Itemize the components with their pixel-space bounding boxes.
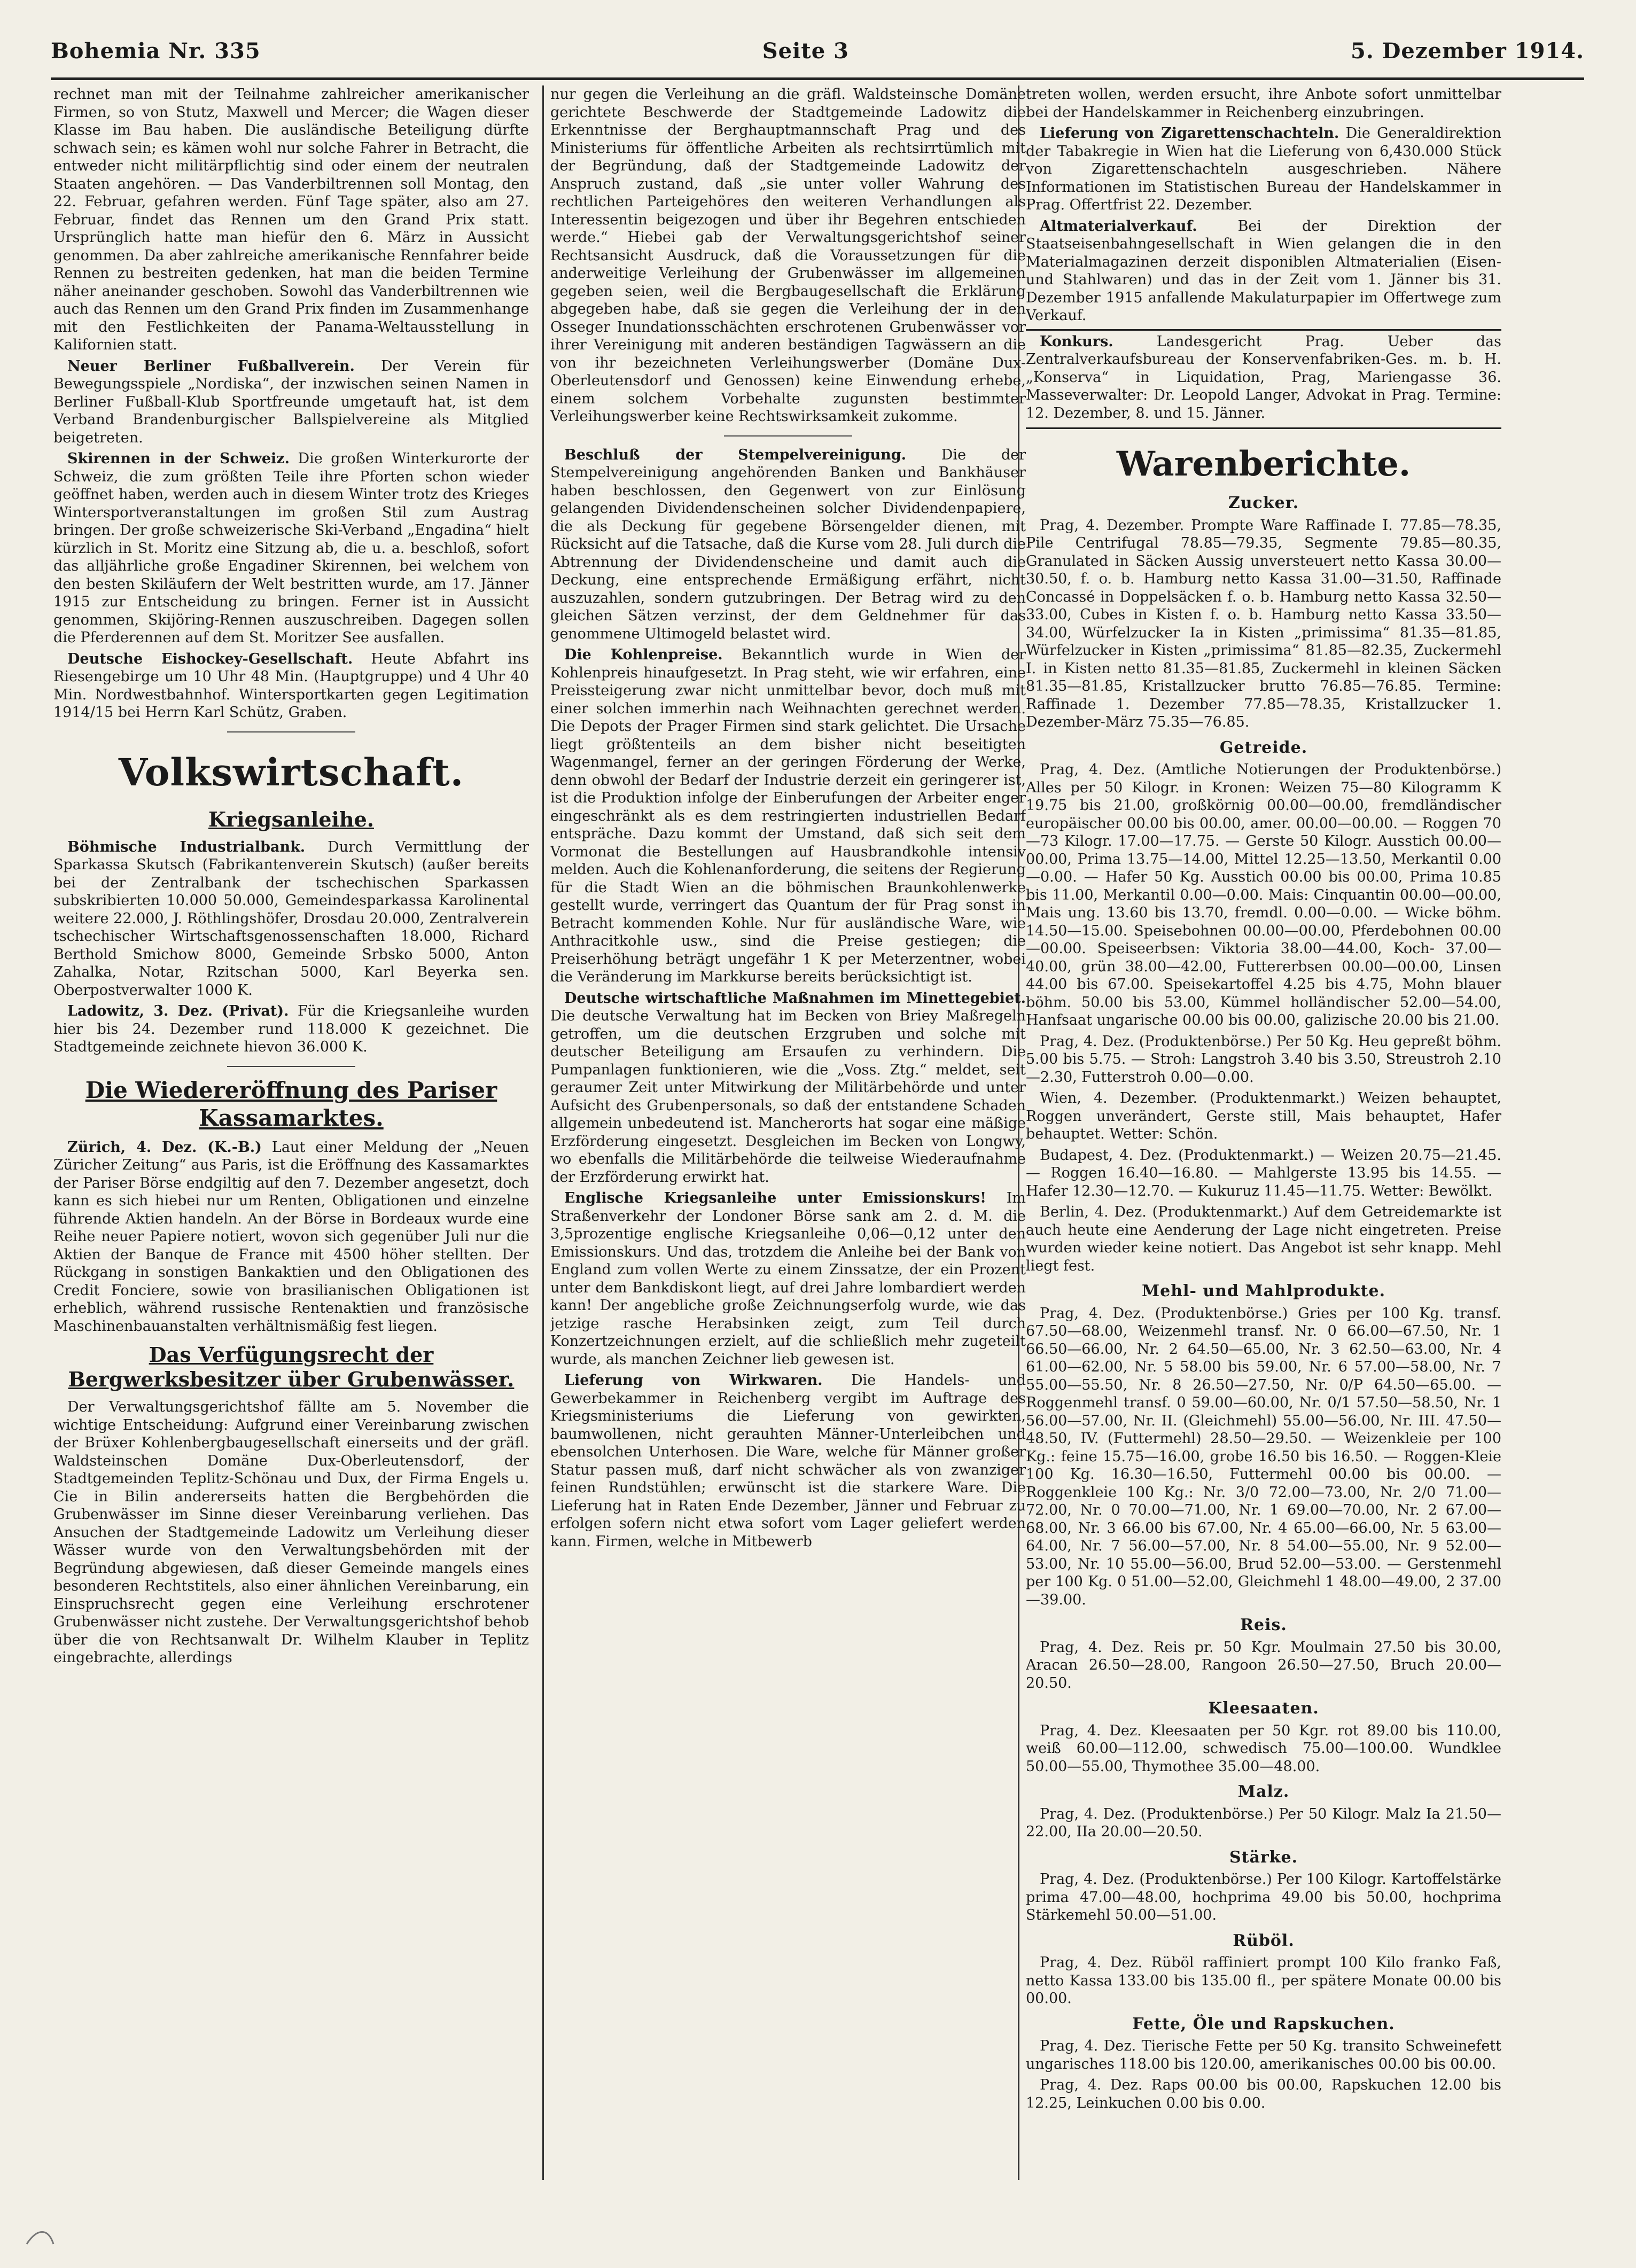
section-title-warenberichte: Warenberichte. xyxy=(1116,444,1411,484)
article-lead: Konkurs. xyxy=(1040,333,1113,350)
market-report: Berlin, 4. Dez. (Produktenmarkt.) Auf dem Getreidemarkte ist auch heute eine Aenderung der Lage nicht eingetreten. Preise wurden wieder keine notiert. Das Angebot ist sehr knapp. Mehl liegt fest. xyxy=(1026,1204,1501,1274)
market-report: Prag, 4. Dez. (Produktenbörse.) Per 100 Kilogr. Kartoffelstärke prima 47.00—48.00, hochprima 49.00 bis 50.00, hochprima Stärkemehl 50.00—51.00. xyxy=(1026,1871,1501,1923)
article-text: Im Straßenverkehr der Londoner Börse sank am 2. d. M. die 3,5prozentige englische Kriegsanleihe 0,06—0,12 unter den Emissionskurs. Und das, trotzdem die Anleihe bei der Bank von England zum vollen Werte zu einem Zinssatze, der ein Prozent unter dem Bankdiskont liegt, auf drei Jahre lombardiert werden kann! Der angebliche große Zeichnungserfolg wurde, wie das jetzige rasche Herabsinken zeigt, zum Teil durch Konzertzeichnungen erzielt, auf die schließlich mehr zugeteilt wurde, als manchen Zeichner lieb gewesen ist. xyxy=(550,1190,1026,1368)
article-text: Landesgericht Prag. Ueber das Zentralverkaufsbureau der Konservenfabriken-Ges. m. b. H. „Konserva“ in Liquidation, Prag, Mariengasse 36. Masseverwalter: Dr. Leopold Langer, Advokat in Prag. Termine: 12. Dezember, 8. und 15. Jänner. xyxy=(1026,333,1501,422)
market-report: Prag, 4. Dez. Kleesaaten per 50 Kgr. rot 89.00 bis 110.00, weiß 60.00—112.00, schwedisch 75.00—100.00. Wundklee 50.00—55.00, Thymothee 35.00—48.00. xyxy=(1026,1722,1501,1775)
article-text: Die deutsche Verwaltung hat im Becken von Briey Maßregeln getroffen, um die deutschen Erzgruben und solche mit deutscher Beteiligung am Ersaufen zu verhindern. Die Pumpanlagen funktionieren, wie die „Voss. Ztg.“ meldet, seit geraumer Zeit unter Mitwirkung der Militärbehörde und unter Aufsicht des Grubenpersonals, so daß der entstandene Schaden allgemein unbedeutend ist. Mancherorts hat sogar eine mäßige Erzförderung eingesetzt. Desgleichen im Becken von Longwy, wo ebenfalls die Militärbehörde die teilweise Wiederaufnahme der Erzförderung erwirkt hat. xyxy=(550,1008,1026,1186)
article-text: Bei der Direktion der Staatseisenbahngesellschaft in Wien gelangen die in den Materialmagazinen derzeit disponiblen Altmaterialien (Eisen- und Stahlwaren) und das in der Zeit vom 1. Jänner bis 31. Dezember 1915 anfallende Makulaturpapier im Offertwege zum Verkauf. xyxy=(1026,217,1501,324)
article-lead: Englische Kriegsanleihe unter Emissionskurs! xyxy=(564,1190,987,1206)
article-paragraph xyxy=(53,357,529,447)
separator xyxy=(724,435,852,437)
header-date: 5. Dezember 1914. xyxy=(1351,38,1584,64)
article-lead: Böhmische Industrialbank. xyxy=(67,838,306,855)
article-lead: Skirennen in der Schweiz. xyxy=(67,450,290,467)
article-lead: Ladowitz, 3. Dez. (Privat). xyxy=(67,1003,289,1019)
article-paragraph xyxy=(53,1002,529,1056)
article-text: treten wollen, werden ersucht, ihre Anbote sofort unmittelbar bei der Handelskammer in Reichenberg einzubringen. xyxy=(1026,86,1501,121)
article-paragraph xyxy=(1026,333,1501,423)
subhead-fette: Fette, Öle und Rapskuchen. xyxy=(1132,2014,1395,2033)
article-lead: Deutsche Eishockey-Gesellschaft. xyxy=(67,650,353,667)
article-paragraph xyxy=(550,1189,1026,1368)
market-report: Wien, 4. Dezember. (Produktenmarkt.) Weizen behauptet, Roggen unverändert, Gerste still, Mais behauptet, Hafer behauptet. Wetter: Schön. xyxy=(1026,1090,1501,1142)
article-text: Die der Stempelvereinigung angehörenden Banken und Bankhäuser haben beschlossen, den Gegenwert von zur Einlösung gelangenden Dividendenscheinen solcher Dividendenpapiere, die als Deckung für gegebene Börsengelder dienen, mit Rücksicht auf die Tatsache, daß die Kurse vom 28. Juli durch die Abtrennung der Dividendenscheine und damit auch die Deckung, eine entsprechende Ermäßigung erfährt, nicht auszuzahlen, sondern gutzubringen. Der Betrag wird zu den gleichen Sätzen verzinst, der dem Geldnehmer für das genommene Ultimogeld belastet wird. xyxy=(550,446,1026,642)
market-report: Prag, 4. Dez. Raps 00.00 bis 00.00, Rapskuchen 12.00 bis 12.25, Leinkuchen 0.00 bis 0.00. xyxy=(1026,2077,1501,2111)
subhead-zucker: Zucker. xyxy=(1228,494,1299,512)
article-title-kriegsanleihe: Kriegsanleihe. xyxy=(208,807,374,831)
header-rule xyxy=(51,77,1584,80)
article-text: Bekanntlich wurde in Wien der Kohlenpreis hinaufgesetzt. In Prag steht, wie wir erfahren, eine Preissteigerung zwar nicht unmittelbar bevor, doch muß mit einer solchen immerhin nach Weihnachten gerechnet werden. Die Depots der Prager Firmen sind stark gelichtet. Die Ursache liegt größtenteils an dem bisher nicht beseitigten Wagenmangel, ferner an der geringen Förderung der Werke, denn obwohl der Bedarf der Industrie derzeit ein geringerer ist, ist die Produktion infolge der Einberufungen der Arbeiter enger eingeschränkt als es dem restringierten industriellen Bedarf entspräche. Dazu kommt der Umstand, daß sich seit dem Vormonat die Bestellungen auf Hausbrandkohle intensiv melden. Auch die Kohlenanforderung, die seitens der Regierung für die Stadt Wien an die böhmischen Braunkohlenwerke gestellt wurde, verringert das Quantum der für Prag sonst in Betracht kommenden Kohle. Nur für ausländische Ware, wie Anthracitkohle usw., sind die Preise gestiegen; die Preiserhöhung beträgt ungefähr 1 K per Meterzentner, wobei die Veränderung im Markkurse bereits berücksichtigt ist. xyxy=(550,646,1026,985)
market-report: Prag, 4. Dez. (Produktenbörse.) Per 50 Kg. Heu gepreßt böhm. 5.00 bis 5.75. — Stroh: Langstroh 3.40 bis 3.50, Streustroh 2.10—2.30, Futterstroh 0.00—0.00. xyxy=(1026,1033,1501,1086)
article-lead: Die Kohlenpreise. xyxy=(564,646,723,663)
subhead-starke: Stärke. xyxy=(1229,1848,1298,1867)
article-lead: Beschluß der Stempelvereinigung. xyxy=(564,446,906,463)
article-paragraph xyxy=(550,989,1026,1187)
article-title-bergwerksbesitzer: Das Verfügungsrecht der Bergwerksbesitzer über Grubenwässer. xyxy=(68,1343,515,1391)
column-3 xyxy=(1026,85,1501,2180)
market-report: Prag, 4. Dez. Reis pr. 50 Kgr. Moulmain 27.50 bis 30.00, Aracan 26.50—28.00, Rangoon 26.50—27.50, Bruch 20.00—20.50. xyxy=(1026,1639,1501,1692)
article-text: Die Generaldirektion der Tabakregie in Wien hat die Lieferung von 6,430.000 Stück von Zigarettenschachteln ausgeschrieben. Nähere Informationen im Statistischen Bureau der Handelskammer in Prag. Offertfrist 22. Dezember. xyxy=(1026,125,1501,213)
subhead-kleesaaten: Kleesaaten. xyxy=(1208,1699,1319,1718)
article-lead: Lieferung von Wirkwaren. xyxy=(564,1372,823,1389)
article-paragraph xyxy=(53,650,529,722)
article-text: Durch Vermittlung der Sparkassa Skutsch (Fabrikantenverein Skutsch) (außer bereits bei der Zentralbank der tschechischen Sparkassen subskribierten 10.000 50.000, Gemeindesparkassa Karolinental weitere 22.000, J. Röthlingshöfer, Drosdau 20.000, Zentralverein tschechischer Wirtschaftsgenossenschaften 18.000, Richard Berthold Smichow 8000, Gemeinde Srbsko 5000, Anton Zahalka, Notar, Rzitschan 5000, Karl Beyerka sen. Oberpostverwalter 1000 K. xyxy=(53,838,529,999)
market-report: Prag, 4. Dez. (Amtliche Notierungen der Produktenbörse.) Alles per 50 Kilogr. in Kronen: Weizen 75—80 Kilogramm K 19.75 bis 21.00, großkörnig 00.00—00.00, fremdländischer europäischer 00.00 bis 00.00, amer. 00.00—00.00. — Roggen 70—73 Kilogr. 17.00—17.75. — Gerste 50 Kilogr. Ausstich 00.00—00.00, Prima 13.75—14.00, Mittel 12.25—13.50, Merkantil 0.00—0.00. — Hafer 50 Kg. Ausstich 00.00 bis 00.00, Prima 10.85 bis 11.00, Merkantil 0.00—0.00. Mais: Cinquantin 00.00—00.00, Mais ung. 13.60 bis 13.70, fremdl. 0.00—0.00. — Wicke böhm. 14.50—15.00. Speisebohnen 00.00—00.00, Pferdebohnen 00.00—00.00. Speiseerbsen: Viktoria 38.00—44.00, Koch- 37.00—40.00, grün 38.00—42.00, Futtererbsen 00.00—00.00, Linsen 44.00 bis 67.00. Speisekartoffel 4.25 bis 4.75, Mohn blauer böhm. 50.00 bis 53.00, Kümmel holländischer 52.00—54.00, Hanfsaat ungarische 00.00 bis 00.00, galizische 20.00 bis 21.00. xyxy=(1026,761,1501,1028)
header-paper-issue: Bohemia Nr. 335 xyxy=(51,38,261,64)
article-text: nur gegen die Verleihung an die gräfl. Waldsteinsche Domäne gerichtete Beschwerde der Stadtgemeinde Ladowitz die Erkenntnisse der Berghauptmannschaft Prag und des Ministeriums für öffentliche Arbeiten als rechtsirrtümlich mit der Begründung, daß der Stadtgemeinde Ladowitz der Anspruch zustand, daß „sie unter voller Wahrung des rechtlichen Parteigehöres den weiteren Verhandlungen als Interessentin beigezogen und über ihr Begehren entschieden werde.“ Hiebei gab der Verwaltungsgerichtshof seiner Rechtsansicht Ausdruck, daß die Voraussetzungen für die anderweitige Verleihung der Grubenwässer im allgemeinen gegeben seien, weil die Bergbaugesellschaft die Erklärung abgegeben habe, daß sie gegen die Verleihung der in den Osseger Inundationsschächten erschrotenen Grubenwässer vor ihrer Vereinigung mit anderen beständigen Tagwässern an die von ihr bezeichneten Verleihungswerber (Domäne Dux-Oberleutensdorf und Genossen) keine Einwendung erhebe, einem solchem Vorbehalte zugunsten bestimmter Verleihungswerber keine Rechtswirksamkeit zukomme. xyxy=(550,86,1026,425)
subhead-malz: Malz. xyxy=(1237,1782,1290,1801)
article-paragraph xyxy=(1026,217,1501,325)
column-rule-1 xyxy=(542,85,544,2180)
subhead-rubol: Rüböl. xyxy=(1233,1931,1295,1950)
article-paragraph xyxy=(53,838,529,1000)
article-text: Der Verwaltungsgerichtshof fällte am 5. November die wichtige Entscheidung: Aufgrund einer Vereinbarung zwischen der Brüxer Kohlenbergbaugesellschaft einerseits und der gräfl. Waldsteinschen Domäne Dux-Oberleutensdorf, der Stadtgemeinden Teplitz-Schönau und Dux, der Firma Engels u. Cie in Bilin andererseits hatten die Bergbehörden die Grubenwässer im Sinne dieser Vereinbarung verliehen. Das Ansuchen der Stadtgemeinde Ladowitz um Verleihung dieser Wässer wurde von den Verwaltungsbehörden mit der Begründung abgewiesen, daß dieser Gemeinde mangels eines besonderen Rechtstitels, also einer ähnlichen Vereinbarung, ein Einspruchsrecht gegen eine Verleihung erschrotener Grubenwässer nicht zustehe. Der Verwaltungsgerichtshof behob über die von Rechtsanwalt Dr. Wilhelm Klauber in Teplitz eingebrachte, allerdings xyxy=(53,1399,529,1666)
market-report: Prag, 4. Dez. Tierische Fette per 50 Kg. transito Schweinefett ungarisches 118.00 bis 120.00, amerikanisches 00.00 bis 00.00. xyxy=(1026,2038,1501,2072)
article-paragraph xyxy=(1026,124,1501,214)
article-lead: Neuer Berliner Fußballverein. xyxy=(67,357,355,375)
market-report: Prag, 4. Dez. Rüböl raffiniert prompt 100 Kilo franko Faß, netto Kassa 133.00 bis 135.00 fl., per spätere Monate 00.00 bis 00.00. xyxy=(1026,1954,1501,2007)
page-header xyxy=(51,27,1584,75)
market-report: Budapest, 4. Dez. (Produktenmarkt.) — Weizen 20.75—21.45. — Roggen 16.40—16.80. — Mahlgerste 13.95 bis 14.55. — Hafer 12.30—12.70. — Kukuruz 11.45—11.75. Wetter: Bewölkt. xyxy=(1026,1147,1501,1199)
column-1 xyxy=(53,85,529,2180)
column-2 xyxy=(550,85,1026,2180)
article-lead: Zürich, 4. Dez. (K.-B.) xyxy=(67,1139,262,1156)
header-page-number: Seite 3 xyxy=(762,38,849,64)
article-lead: Deutsche wirtschaftliche Maßnahmen im Minettegebiet. xyxy=(564,989,1026,1007)
article-paragraph xyxy=(550,446,1026,643)
article-lead: Altmaterialverkauf. xyxy=(1040,217,1197,235)
scan-mark-icon xyxy=(21,2223,128,2255)
article-lead: Lieferung von Zigarettenschachteln. xyxy=(1040,125,1339,142)
article-text: Die Handels- und Gewerbekammer in Reichenberg vergibt im Auftrage des Kriegsministeriums die Lieferung von gewirkten, baumwollenen, nicht gerauhten Männer-Unterleibchen und ebensolchen Unterhosen. Die Ware, welche für Männer großer Statur passen muß, darf nicht schwächer als von zwanziger feinen Rundstühlen; erwünscht ist die starkere Ware. Die Lieferung hat in Raten Ende Dezember, Jänner und Februar zu erfolgen sofern nicht etwa sofort vom Lager geliefert werden kann. Firmen, welche in Mitbewerb xyxy=(550,1372,1026,1550)
article-text: Der Verein für Bewegungsspiele „Nordiska“, der inzwischen seinen Namen in Berliner Fußball-Klub Sportfreunde umgetauft hat, ist dem Verband Brandenburgischer Ballspielvereine als Mitglied beigetreten. xyxy=(53,357,529,446)
section-title-volkswirtschaft: Volkswirtschaft. xyxy=(118,750,464,794)
article-paragraph xyxy=(550,1371,1026,1550)
article-text: Die großen Winterkurorte der Schweiz, die zum größten Teile ihre Pforten schon wieder geöffnet haben, werden auch in diesem Winter trotz des Krieges Wintersportveranstaltungen im großen Stil zum Austrag bringen. Der große schweizerische Ski-Verband „Engadina“ hielt kürzlich in St. Moritz eine Sitzung ab, die u. a. beschloß, sofort das alljährliche große Engadiner Skirennen, bei welchem von den besten Skiläufern der Welt bestritten wurde, am 17. Jänner 1915 zur Entscheidung zu bringen. Ferner ist in Aussicht genommen, Skijöring-Rennen auszuschreiben. Dagegen sollen die Pferderennen auf dem St. Moritzer See ausfallen. xyxy=(53,450,529,646)
separator xyxy=(227,731,355,732)
article-text: rechnet man mit der Teilnahme zahlreicher amerikanischer Firmen, so von Stutz, Maxwell und Mercer; die Wagen dieser Klasse im Bau haben. Die ausländische Beteiligung dürfte schwach sein; es kämen wohl nur solche Fahrer in Betracht, die entweder nicht militärpflichtig sind oder einem der neutralen Staaten angehören. — Das Vanderbiltrennen soll Montag, den 22. Februar, gefahren werden. Fünf Tage später, also am 27. Februar, findet das Rennen um den Grand Prix statt. Ursprünglich hatte man hiefür den 6. März in Aussicht genommen. Da aber zahlreiche amerikanische Rennfahrer beide Rennen zu bestreiten gedenken, hat man die beiden Termine näher aneinander geschoben. Sowohl das Vanderbiltrennen wie auch das Rennen um den Grand Prix finden im Zusammenhange mit den Festlichkeiten der Panama-Weltausstellung in Kalifornien statt. xyxy=(53,86,529,353)
article-paragraph xyxy=(53,1139,529,1336)
market-report: Prag, 4. Dez. (Produktenbörse.) Per 50 Kilogr. Malz Ia 21.50—22.00, IIa 20.00—20.50. xyxy=(1026,1805,1501,1840)
article-text: Für die Kriegsanleihe wurden hier bis 24. Dezember rund 118.000 K gezeichnet. Die Stadtgemeinde zeichnete hievon 36.000 K. xyxy=(53,1003,529,1055)
separator xyxy=(227,1066,355,1067)
article-text: Laut einer Meldung der „Neuen Züricher Zeitung“ aus Paris, ist die Eröffnung des Kassamarktes der Pariser Börse endgiltig auf den 7. Dezember angesetzt, doch kann es sich hiebei nur um Renten, Obligationen und einzelne führende Aktien handeln. An der Börse in Bordeaux wurde eine Reihe neuer Papiere notiert, wovon sich gegenüber Juli nur die Aktien der Banque de France mit 4500 höher stellten. Der Rückgang in sonstigen Bankaktien und den Obligationen des Credit Fonciere, sowie von brasilianischen Obligationen ist erheblich, während russische Rentenaktien und französische Maschinenbauanstalten verhältnismäßig fest liegen. xyxy=(53,1139,529,1335)
subhead-getreide: Getreide. xyxy=(1219,738,1308,757)
subhead-mehl: Mehl- und Mahlprodukte. xyxy=(1141,1282,1386,1300)
konkurs-box xyxy=(1026,329,1501,430)
subhead-reis: Reis. xyxy=(1240,1616,1287,1634)
market-report: Prag, 4. Dezember. Prompte Ware Raffinade I. 77.85—78.35, Pile Centrifugal 78.85—79.35, Segmente 79.85—80.35, Granulated in Säcken Aussig unversteuert netto Kassa 30.00—30.50, f. o. b. Hamburg netto Kassa 31.00—31.50, Raffinade Concassé in Doppelsäcken f. o. b. Hamburg netto Kassa 32.50—33.00, Cubes in Kisten f. o. b. Hamburg netto Kassa 33.50—34.00, Würfelzucker Ia in Kisten „primissima“ 81.35—81.85, Würfelzucker in Kisten „primissima“ 81.85—82.35, Zuckermehl I. in Kisten netto 81.35—81.85, Zuckermehl in kleinen Säcken 81.35—81.85, Kristallzucker brutto 76.85—76.85. Termine: Raffinade 1. Dezember 77.85—78.35, Kristallzucker 1. Dezember-März 75.35—76.85. xyxy=(1026,517,1501,730)
article-text: Heute Abfahrt ins Riesengebirge um 10 Uhr 48 Min. (Hauptgruppe) und 4 Uhr 40 Min. Nordwestbahnhof. Wintersportkarten gegen Legitimation 1914/15 bei Herrn Karl Schütz, Graben. xyxy=(53,650,529,721)
article-paragraph xyxy=(53,450,529,647)
market-report: Prag, 4. Dez. (Produktenbörse.) Gries per 100 Kg. transf. 67.50—68.00, Weizenmehl transf. Nr. 0 66.00—67.50, Nr. 1 66.50—66.00, Nr. 2 64.50—65.00, Nr. 3 62.50—63.00, Nr. 4 61.00—62.00, Nr. 5 58.00 bis 59.00, Nr. 6 57.00—58.00, Nr. 7 55.00—55.50, Nr. 8 26.50—27.50, Nr. 0/P 64.50—65.00. — Roggenmehl transf. 0 59.00—60.00, Nr. 0/1 57.50—58.50, Nr. 1 56.00—57.00, Nr. II. (Gleichmehl) 55.00—56.00, Nr. III. 47.50—48.50, IV. (Futtermehl) 28.50—29.50. — Weizenkleie per 100 Kg.: feine 15.75—16.00, grobe 16.50 bis 16.50. — Roggen-Kleie 100 Kg. 16.30—16.50, Futtermehl 00.00 bis 00.00. — Roggenkleie 100 Kg.: Nr. 3/0 72.00—73.00, Nr. 2/0 71.00—72.00, Nr. 0 70.00—71.00, Nr. 1 69.00—70.00, Nr. 2 67.00—68.00, Nr. 3 66.00 bis 67.00, Nr. 4 65.00—66.00, Nr. 5 63.00—64.00, Nr. 7 56.00—57.00, Nr. 8 54.00—55.00, Nr. 9 52.00—53.00, Nr. 10 55.00—56.00, Brud 52.00—53.00. — Gerstenmehl per 100 Kg. 0 51.00—52.00, Gleichmehl 1 48.00—49.00, 2 37.00—39.00. xyxy=(1026,1305,1501,1608)
article-title-pariser-kassamarkt: Die Wiedereröffnung des Pariser Kassamarktes. xyxy=(85,1077,497,1131)
article-paragraph xyxy=(550,646,1026,986)
